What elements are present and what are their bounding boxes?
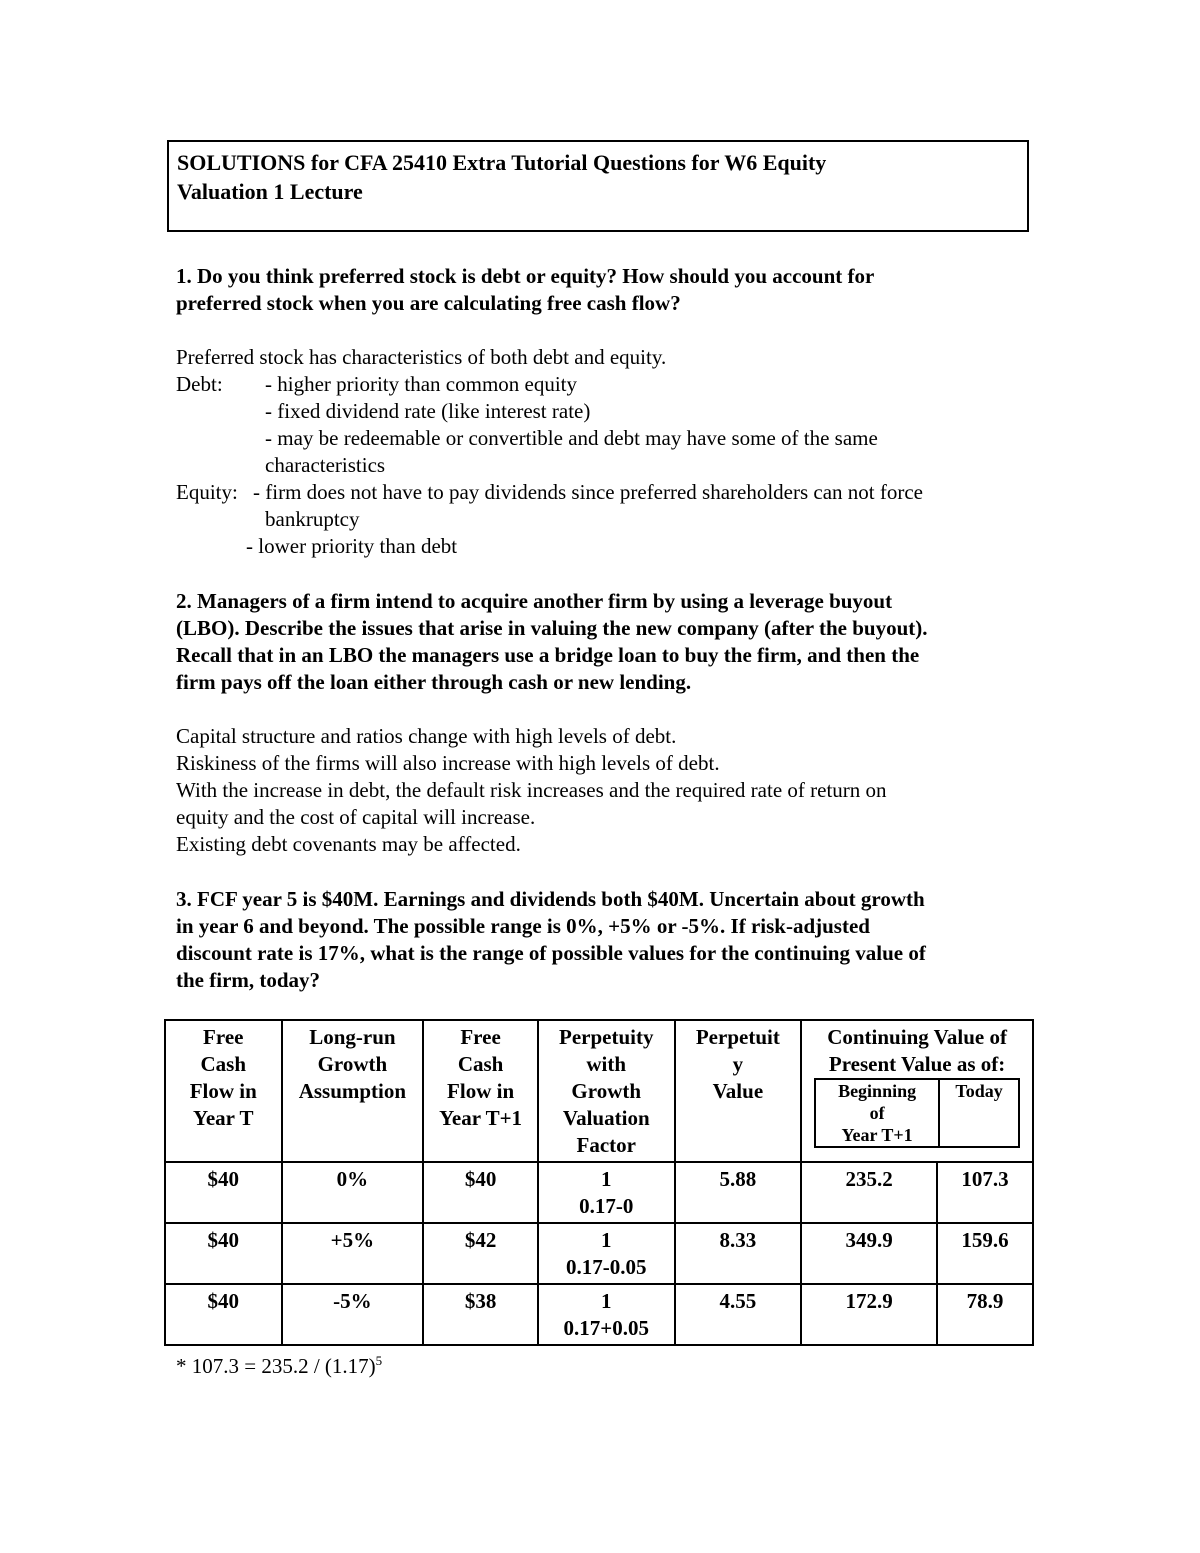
fraction [579,1166,633,1220]
header-text: Value [712,1079,764,1103]
footnote [176,1353,382,1380]
cell-beginning: 172.9 [801,1284,937,1345]
header-text: y [732,1052,744,1076]
cell-growth: -5% [282,1284,424,1345]
fraction-numerator: 1 [600,1289,612,1313]
header-text: Cash [200,1052,247,1076]
question-3-line: the firm, today? [176,968,321,992]
table-row [165,1162,1033,1223]
equity-point: - firm does not have to pay dividends since preferred shareholders can not force [253,480,924,504]
header-text: Cash [457,1052,504,1076]
question-2-line: (LBO). Describe the issues that arise in valuing the new company (after the buyout). [176,616,928,640]
cell-growth: 0% [282,1162,424,1223]
debt-point: - may be redeemable or convertible and debt may have some of the same [265,426,878,450]
equity-label: Equity: [176,480,238,504]
header-text: Assumption [298,1079,407,1103]
header-text: Continuing Value of [827,1025,1007,1049]
answer-2-line: With the increase in debt, the default risk increases and the required rate of return on [176,778,887,802]
title-box [167,140,1029,232]
answer-2-line: Existing debt covenants may be affected. [176,832,521,856]
cell-fcf-t1: $40 [423,1162,538,1223]
question-1-line-2: preferred stock when you are calculating free cash flow? [176,291,681,315]
question-3 [176,886,1036,994]
header-perpetuity-value [675,1020,802,1162]
cell-today: 159.6 [937,1223,1033,1284]
fraction-denominator: 0.17-0 [579,1194,634,1218]
header-fcf-year-t1 [423,1020,538,1162]
header-text: Year T+1 [841,1125,913,1145]
answer-2-line: equity and the cost of capital will increase. [176,805,536,829]
answer-2-line: Capital structure and ratios change with high levels of debt. [176,724,677,748]
header-text: Factor [576,1133,636,1157]
footnote-text: * 107.3 = 235.2 / (1.17) [176,1354,376,1378]
cell-beginning: 349.9 [801,1223,937,1284]
question-3-line: 3. FCF year 5 is $40M. Earnings and dividends both $40M. Uncertain about growth [176,887,925,911]
present-value-subheader [814,1078,1020,1148]
answer-2 [176,723,1036,858]
fraction-denominator: 0.17+0.05 [563,1316,649,1340]
equity-point: - lower priority than debt [246,534,458,558]
cell-perp-value: 5.88 [675,1162,802,1223]
footnote-exponent: 5 [375,1353,383,1368]
subheader-today [939,1079,1019,1147]
question-2-line: firm pays off the loan either through cash or new lending. [176,670,692,694]
cell-fcf-t: $40 [165,1284,282,1345]
header-text: Perpetuit [695,1025,780,1049]
header-fcf-year-t [165,1020,282,1162]
answer-1-intro: Preferred stock has characteristics of both debt and equity. [176,345,667,369]
cell-beginning: 235.2 [801,1162,937,1223]
table-row [165,1284,1033,1345]
cell-fcf-t1: $42 [423,1223,538,1284]
header-text: of [869,1103,885,1123]
equity-section [176,479,1036,560]
cell-fcf-t: $40 [165,1223,282,1284]
header-text: with [586,1052,627,1076]
debt-label: Debt: [176,372,223,396]
cell-factor [538,1284,675,1345]
cell-factor [538,1162,675,1223]
title-line-2: Valuation 1 Lecture [177,179,363,204]
question-3-line: in year 6 and beyond. The possible range is 0%, +5% or -5%. If risk-adjusted [176,914,870,938]
question-1-line-1: 1. Do you think preferred stock is debt or equity? How should you account for [176,264,875,288]
title-line-1: SOLUTIONS for CFA 25410 Extra Tutorial Questions for W6 Equity [177,150,827,175]
answer-1 [176,344,1036,560]
question-2 [176,588,1036,696]
header-text: Valuation [562,1106,650,1130]
fraction [566,1227,647,1281]
header-text: Long-run [309,1025,396,1049]
header-text: Free [203,1025,244,1049]
table-row [165,1223,1033,1284]
fraction-numerator: 1 [600,1228,612,1252]
debt-point: - fixed dividend rate (like interest rate) [265,399,591,423]
continuing-value-table [164,1019,1034,1346]
header-text: Growth [571,1079,642,1103]
question-3-line: discount rate is 17%, what is the range of possible values for the continuing value of [176,941,926,965]
question-2-line: Recall that in an LBO the managers use a bridge loan to buy the firm, and then the [176,643,920,667]
table-header-row [165,1020,1033,1162]
cell-perp-value: 4.55 [675,1284,802,1345]
header-text: Flow in [189,1079,257,1103]
header-text: Year T+1 [439,1106,523,1130]
header-text: Flow in [447,1079,515,1103]
debt-point: - higher priority than common equity [265,372,578,396]
header-text: Growth [317,1052,388,1076]
question-1 [176,263,1036,317]
fraction [564,1288,649,1342]
cell-fcf-t1: $38 [423,1284,538,1345]
header-text: Year T [193,1106,254,1130]
fraction-denominator: 0.17-0.05 [565,1255,647,1279]
cell-factor [538,1223,675,1284]
header-continuing-value [801,1020,1033,1162]
header-text: Today [955,1081,1003,1101]
header-growth-assumption [282,1020,424,1162]
header-text: Free [460,1025,501,1049]
header-perpetuity-factor [538,1020,675,1162]
debt-point: characteristics [265,453,386,477]
equity-point: bankruptcy [265,507,360,531]
cell-growth: +5% [282,1223,424,1284]
header-text: Perpetuity [559,1025,654,1049]
cell-fcf-t: $40 [165,1162,282,1223]
answer-2-line: Riskiness of the firms will also increase with high levels of debt. [176,751,720,775]
subheader-beginning [815,1079,939,1147]
fraction-numerator: 1 [600,1167,612,1191]
header-text: Present Value as of: [828,1052,1006,1076]
debt-section [176,371,1036,479]
question-2-line: 2. Managers of a firm intend to acquire another firm by using a leverage buyout [176,589,893,613]
cell-today: 107.3 [937,1162,1033,1223]
cell-today: 78.9 [937,1284,1033,1345]
header-text: Beginning [838,1081,917,1101]
cell-perp-value: 8.33 [675,1223,802,1284]
